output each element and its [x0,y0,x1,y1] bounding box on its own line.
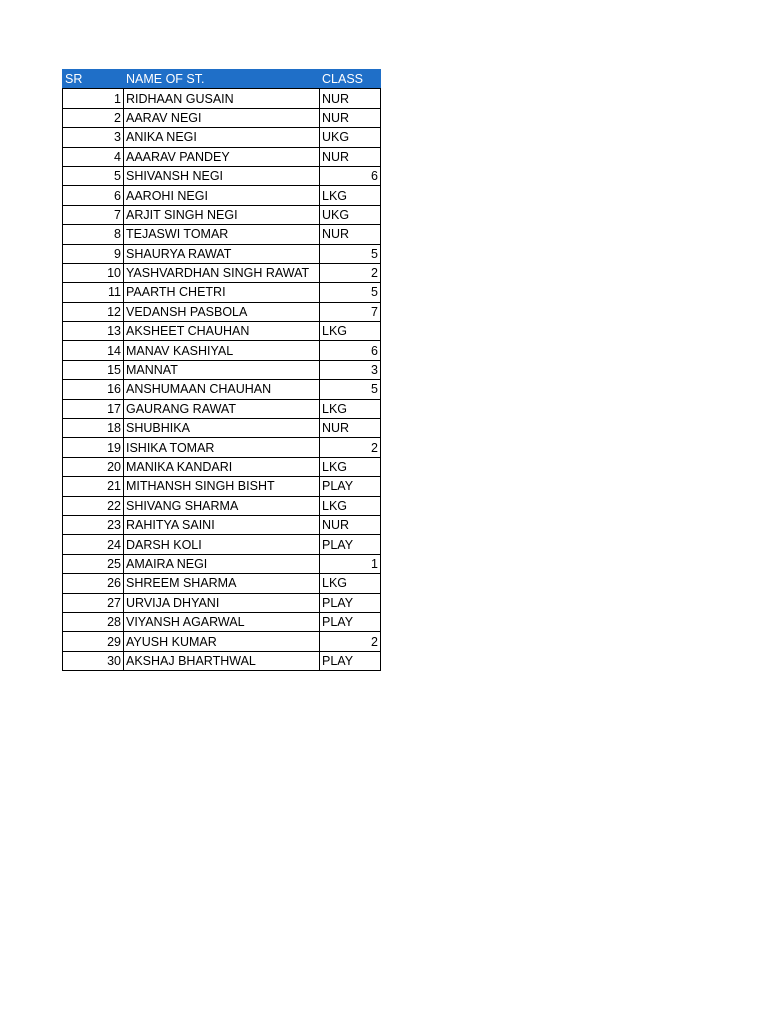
student-name-cell[interactable]: ISHIKA TOMAR [124,438,320,457]
student-name-cell[interactable]: VIYANSH AGARWAL [124,612,320,631]
table-row [63,515,381,534]
sr-cell[interactable]: 21 [63,477,124,496]
sr-cell[interactable]: 10 [63,263,124,282]
header-sr[interactable]: SR [63,70,124,89]
sr-cell[interactable]: 9 [63,244,124,263]
sr-cell[interactable]: 1 [63,89,124,108]
sr-cell[interactable]: 19 [63,438,124,457]
student-name-cell[interactable]: MITHANSH SINGH BISHT [124,477,320,496]
student-name-cell[interactable]: RAHITYA SAINI [124,515,320,534]
table-row [63,225,381,244]
class-cell[interactable]: PLAY [320,651,381,670]
student-name-cell[interactable]: MANAV KASHIYAL [124,341,320,360]
student-name-cell[interactable]: RIDHAAN GUSAIN [124,89,320,108]
sr-cell[interactable]: 7 [63,205,124,224]
class-cell[interactable]: 6 [320,341,381,360]
student-name-cell[interactable]: SHIVANSH NEGI [124,166,320,185]
class-cell[interactable]: LKG [320,186,381,205]
student-name-cell[interactable]: AARAV NEGI [124,108,320,127]
table-row [63,263,381,282]
table-row [63,477,381,496]
table-row [63,632,381,651]
class-cell[interactable]: 7 [320,302,381,321]
class-cell[interactable]: 5 [320,380,381,399]
student-name-cell[interactable]: ANSHUMAAN CHAUHAN [124,380,320,399]
sr-cell[interactable]: 14 [63,341,124,360]
sr-cell[interactable]: 4 [63,147,124,166]
sr-cell[interactable]: 2 [63,108,124,127]
sr-cell[interactable]: 28 [63,612,124,631]
sr-cell[interactable]: 27 [63,593,124,612]
student-name-cell[interactable]: SHIVANG SHARMA [124,496,320,515]
class-cell[interactable]: LKG [320,322,381,341]
student-name-cell[interactable]: AAARAV PANDEY [124,147,320,166]
class-cell[interactable]: NUR [320,419,381,438]
class-cell[interactable]: NUR [320,225,381,244]
class-cell[interactable]: 2 [320,263,381,282]
student-name-cell[interactable]: TEJASWI TOMAR [124,225,320,244]
student-name-cell[interactable]: AKSHAJ BHARTHWAL [124,651,320,670]
student-name-cell[interactable]: AAROHI NEGI [124,186,320,205]
student-name-cell[interactable]: PAARTH CHETRI [124,283,320,302]
sr-cell[interactable]: 29 [63,632,124,651]
class-cell[interactable]: PLAY [320,477,381,496]
table-row [63,89,381,108]
sr-cell[interactable]: 25 [63,554,124,573]
class-cell[interactable]: 3 [320,360,381,379]
table-row [63,205,381,224]
table-row [63,651,381,670]
table-row [63,496,381,515]
class-cell[interactable]: NUR [320,147,381,166]
table-row [63,612,381,631]
student-name-cell[interactable]: SHUBHIKA [124,419,320,438]
table-row [63,457,381,476]
student-name-cell[interactable]: DARSH KOLI [124,535,320,554]
class-cell[interactable]: UKG [320,205,381,224]
table-row [63,108,381,127]
table-row [63,438,381,457]
student-name-cell[interactable]: SHAURYA RAWAT [124,244,320,263]
class-cell[interactable]: 2 [320,632,381,651]
sr-cell[interactable]: 15 [63,360,124,379]
class-cell[interactable]: NUR [320,108,381,127]
header-name[interactable]: NAME OF ST. [124,70,320,89]
sr-cell[interactable]: 3 [63,128,124,147]
sr-cell[interactable]: 6 [63,186,124,205]
table-row [63,322,381,341]
table-row [63,128,381,147]
sr-cell[interactable]: 20 [63,457,124,476]
table-row [63,341,381,360]
header-class[interactable]: CLASS [320,70,381,89]
sr-cell[interactable]: 26 [63,574,124,593]
table-row [63,166,381,185]
class-cell[interactable]: PLAY [320,612,381,631]
sr-cell[interactable]: 22 [63,496,124,515]
class-cell[interactable]: NUR [320,515,381,534]
table-row [63,399,381,418]
class-cell[interactable]: 2 [320,438,381,457]
student-name-cell[interactable]: ARJIT SINGH NEGI [124,205,320,224]
class-cell[interactable]: PLAY [320,593,381,612]
student-name-cell[interactable]: AKSHEET CHAUHAN [124,322,320,341]
student-name-cell[interactable]: VEDANSH PASBOLA [124,302,320,321]
sr-cell[interactable]: 17 [63,399,124,418]
student-table [62,69,381,671]
table-row [63,186,381,205]
table-body [63,89,381,671]
student-name-cell[interactable]: AMAIRA NEGI [124,554,320,573]
table-row [63,380,381,399]
student-name-cell[interactable]: MANIKA KANDARI [124,457,320,476]
class-cell[interactable]: 6 [320,166,381,185]
sr-cell[interactable]: 8 [63,225,124,244]
sr-cell[interactable]: 24 [63,535,124,554]
class-cell[interactable]: LKG [320,457,381,476]
sr-cell[interactable]: 18 [63,419,124,438]
class-cell[interactable]: 5 [320,244,381,263]
sr-cell[interactable]: 13 [63,322,124,341]
table-row [63,244,381,263]
header-row [63,70,381,89]
table-row [63,283,381,302]
class-cell[interactable]: PLAY [320,535,381,554]
class-cell[interactable]: 5 [320,283,381,302]
sr-cell[interactable]: 11 [63,283,124,302]
sr-cell[interactable]: 16 [63,380,124,399]
class-cell[interactable]: NUR [320,89,381,108]
student-name-cell[interactable]: MANNAT [124,360,320,379]
student-name-cell[interactable]: URVIJA DHYANI [124,593,320,612]
sr-cell[interactable]: 23 [63,515,124,534]
student-name-cell[interactable]: AYUSH KUMAR [124,632,320,651]
table-row [63,554,381,573]
table-row [63,574,381,593]
student-name-cell[interactable]: SHREEM SHARMA [124,574,320,593]
table-row [63,593,381,612]
table-row [63,419,381,438]
sr-cell[interactable]: 12 [63,302,124,321]
table-row [63,147,381,166]
class-cell[interactable]: UKG [320,128,381,147]
class-cell[interactable]: LKG [320,574,381,593]
sr-cell[interactable]: 30 [63,651,124,670]
table-row [63,360,381,379]
class-cell[interactable]: 1 [320,554,381,573]
student-name-cell[interactable]: GAURANG RAWAT [124,399,320,418]
student-name-cell[interactable]: YASHVARDHAN SINGH RAWAT [124,263,320,282]
class-cell[interactable]: LKG [320,496,381,515]
sr-cell[interactable]: 5 [63,166,124,185]
class-cell[interactable]: LKG [320,399,381,418]
table-row [63,535,381,554]
table-row [63,302,381,321]
student-name-cell[interactable]: ANIKA NEGI [124,128,320,147]
